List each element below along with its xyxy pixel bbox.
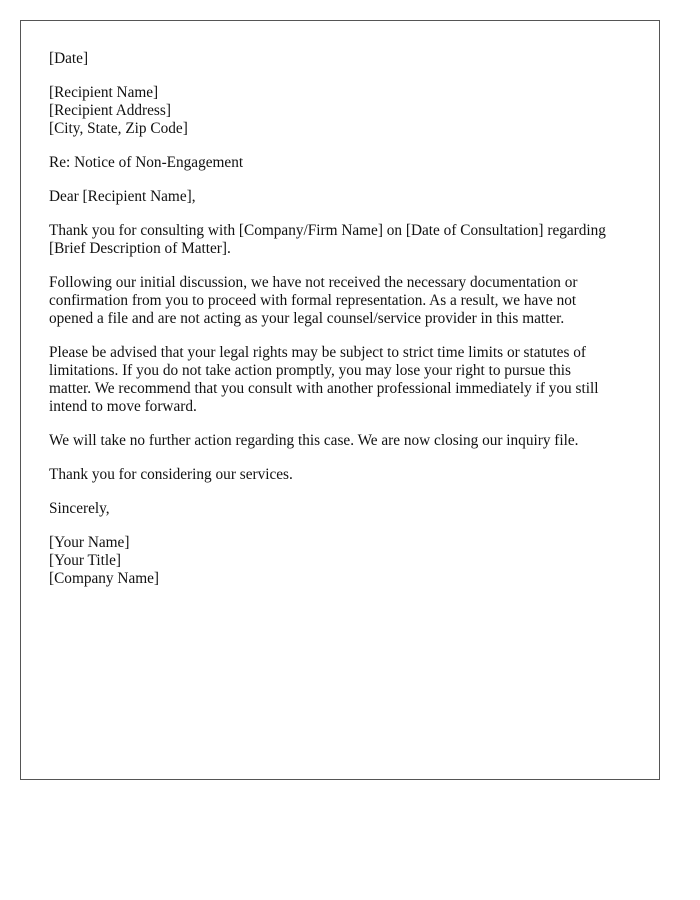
body-paragraph-3 [49,344,631,416]
recipient-address-block [49,84,631,138]
signature-block [49,534,631,588]
signer-company: [Company Name] [49,570,160,587]
body-paragraph-4 [49,432,631,450]
paragraph-line: limitations. If you do not take action promptly, you may lose your right to pursue this [49,362,572,379]
signer-title: [Your Title] [49,552,121,569]
paragraph-line: Please be advised that your legal rights may be subject to strict time limits or statutes of [49,344,586,361]
paragraph-line: Thank you for consulting with [Company/Firm Name] on [Date of Consultation] regarding [49,222,606,239]
paragraph-line: Following our initial discussion, we have not received the necessary documentation or [49,274,578,291]
date-text: [Date] [49,50,89,67]
body-paragraph-5 [49,466,631,484]
signer-name: [Your Name] [49,534,130,551]
paragraph-line: matter. We recommend that you consult with another professional immediately if you still [49,380,599,397]
letter-page [20,20,660,780]
closing-text: Sincerely, [49,500,110,517]
paragraph-line: Thank you for considering our services. [49,466,293,483]
salutation [49,188,631,206]
recipient-name: [Recipient Name] [49,84,159,101]
letter-date [49,50,631,68]
subject-text: Re: Notice of Non-Engagement [49,154,244,171]
subject-line [49,154,631,172]
recipient-city-state-zip: [City, State, Zip Code] [49,120,188,137]
body-paragraph-2 [49,274,631,328]
paragraph-line: confirmation from you to proceed with formal representation. As a result, we have not [49,292,577,309]
paragraph-line: We will take no further action regarding this case. We are now closing our inquiry file. [49,432,579,449]
paragraph-line: [Brief Description of Matter]. [49,240,231,257]
closing [49,500,631,518]
paragraph-line: intend to move forward. [49,398,197,415]
body-paragraph-1 [49,222,631,258]
paragraph-line: opened a file and are not acting as your legal counsel/service provider in this matter. [49,310,565,327]
salutation-text: Dear [Recipient Name], [49,188,196,205]
recipient-address: [Recipient Address] [49,102,171,119]
